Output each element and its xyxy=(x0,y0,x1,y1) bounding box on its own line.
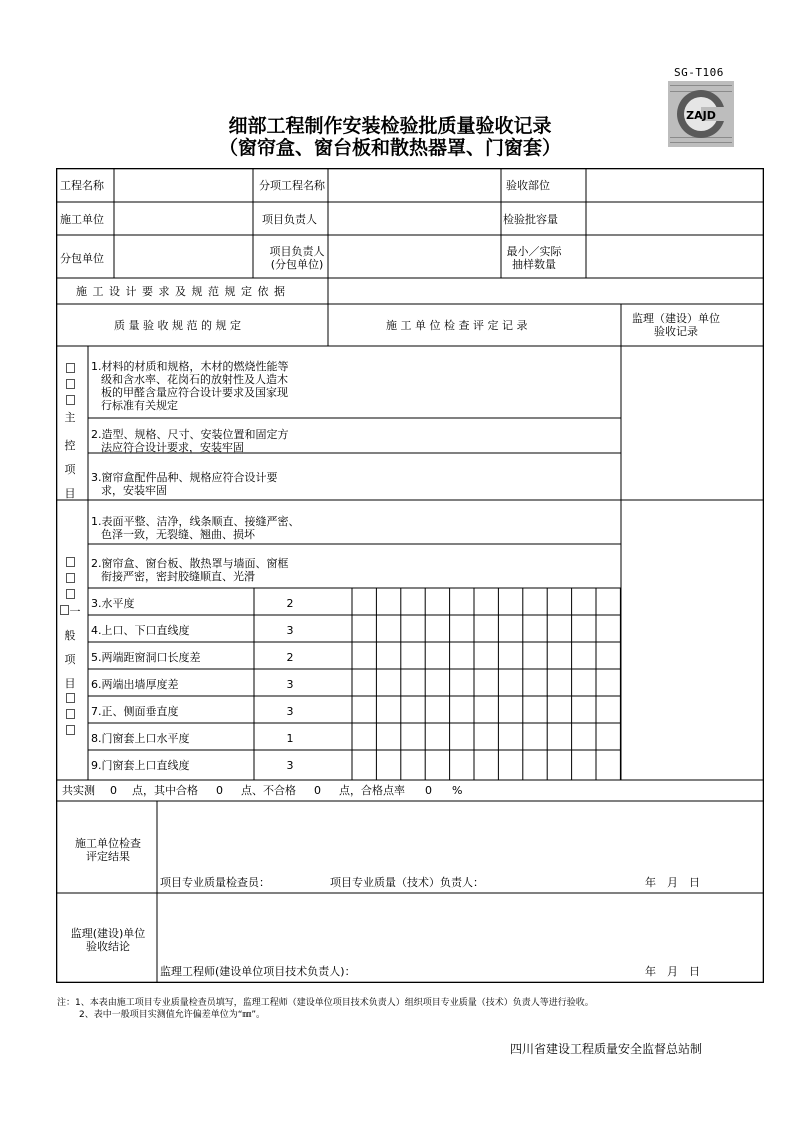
general-item-2: 2.窗帘盒、窗台板、散热罩与墙面、窗框 衔接严密，密封胶缝顺直、光滑 xyxy=(91,557,289,583)
tolerance-value: 1 xyxy=(286,732,294,745)
sub-project-name-label: 分项工程名称 xyxy=(259,179,325,192)
logo-text: ZAJD xyxy=(686,109,716,122)
spec-column-header: 质 量 验 收 规 范 的 规 定 xyxy=(114,319,241,332)
supervise-column-header: 监理（建设）单位 验收记录 xyxy=(632,312,720,338)
batch-capacity-label: 检验批容量 xyxy=(503,213,558,226)
percent-sign: % xyxy=(452,784,463,797)
basis-label: 施 工 设 计 要 求 及 规 范 规 定 依 据 xyxy=(76,285,286,298)
note-line-2: 2、表中一般项目实测值允许偏差单位为“㎜”。 xyxy=(79,1010,266,1020)
sub-manager-label: 项目负责人 (分包单位) xyxy=(269,245,325,271)
supervision-label: 监理(建设)单位 验收结论 xyxy=(70,927,146,953)
supervision-date-label: 年 月 日 xyxy=(645,965,700,978)
total-count: 0 xyxy=(110,784,117,797)
general-items-label: 一 般 项 目 xyxy=(59,556,81,740)
tolerance-item-label: 8.门窗套上口水平度 xyxy=(91,732,190,745)
summary-row: 共实测 0 点，其中合格 0 点、不合格 0 点，合格点率 0 % xyxy=(62,784,463,797)
tolerance-value: 3 xyxy=(286,759,294,772)
construction-date-label: 年 月 日 xyxy=(645,876,700,889)
min-sample-label: 最小／实际 抽样数量 xyxy=(506,245,562,271)
issuer-text: 四川省建设工程质量安全监督总站制 xyxy=(510,1042,703,1056)
construction-unit-label: 施工单位 xyxy=(60,213,104,226)
tolerance-item-label: 9.门窗套上口直线度 xyxy=(91,759,190,772)
title-line-1: 细部工程制作安装检验批质量验收记录 xyxy=(228,115,552,137)
tolerance-item-label: 3.水平度 xyxy=(91,597,135,610)
tolerance-item-label: 4.上口、下口直线度 xyxy=(91,624,190,637)
main-item-3: 3.窗帘盒配件品种、规格应符合设计要 求，安装牢固 xyxy=(91,471,278,497)
pass-rate: 0 xyxy=(425,784,432,797)
form-code: SG-T106 xyxy=(674,66,724,79)
fail-count: 0 xyxy=(314,784,321,797)
note-line-1: 注：1、本表由施工项目专业质量检查员填写，监理工程师（建设单位项目技术负责人）组织项目专业质量（技术）负责人等进行验收。 xyxy=(57,998,594,1008)
tolerance-value: 2 xyxy=(286,597,294,610)
supervision-engineer-label: 监理工程师(建设单位项目技术负责人)： xyxy=(160,965,356,978)
subcontract-unit-label: 分包单位 xyxy=(60,252,104,265)
tolerance-value: 2 xyxy=(286,651,294,664)
project-manager-label: 项目负责人 xyxy=(262,213,317,226)
main-item-2: 2.造型、规格、尺寸、安装位置和固定方 法应符合设计要求，安装牢固 xyxy=(91,428,289,454)
tolerance-value: 3 xyxy=(286,678,294,691)
tolerance-item-label: 5.两端距窗洞口长度差 xyxy=(91,651,201,664)
general-item-1: 1.表面平整、洁净，线条顺直、接缝严密、 色泽一致，无裂缝、翘曲、损坏 xyxy=(91,515,300,541)
zajd-logo-icon xyxy=(668,81,734,147)
construction-check-label: 施工单位检查 评定结果 xyxy=(75,837,141,863)
quality-manager-label: 项目专业质量（技术）负责人： xyxy=(330,876,484,889)
pass-count: 0 xyxy=(216,784,223,797)
record-column-header: 施 工 单 位 检 查 评 定 记 录 xyxy=(386,319,528,332)
title-line-2: （窗帘盒、窗台板和散热器罩、门窗套） xyxy=(218,137,561,159)
tolerance-item-label: 7.正、侧面垂直度 xyxy=(91,705,179,718)
project-name-label: 工程名称 xyxy=(60,179,104,192)
tolerance-item-label: 6.两端出墙厚度差 xyxy=(91,678,179,691)
main-item-1: 1.材料的材质和规格，木材的燃烧性能等 级和含水率、花岗石的放射性及人造木 板的甲醛含量应符合设计要求及国家现 行标准有关规定 xyxy=(91,360,289,412)
tolerance-value: 3 xyxy=(286,624,294,637)
tolerance-value: 3 xyxy=(286,705,294,718)
quality-inspector-label: 项目专业质量检查员： xyxy=(160,876,270,889)
acceptance-part-label: 验收部位 xyxy=(506,179,550,192)
main-items-label: 主 控 项 目 xyxy=(59,362,81,502)
